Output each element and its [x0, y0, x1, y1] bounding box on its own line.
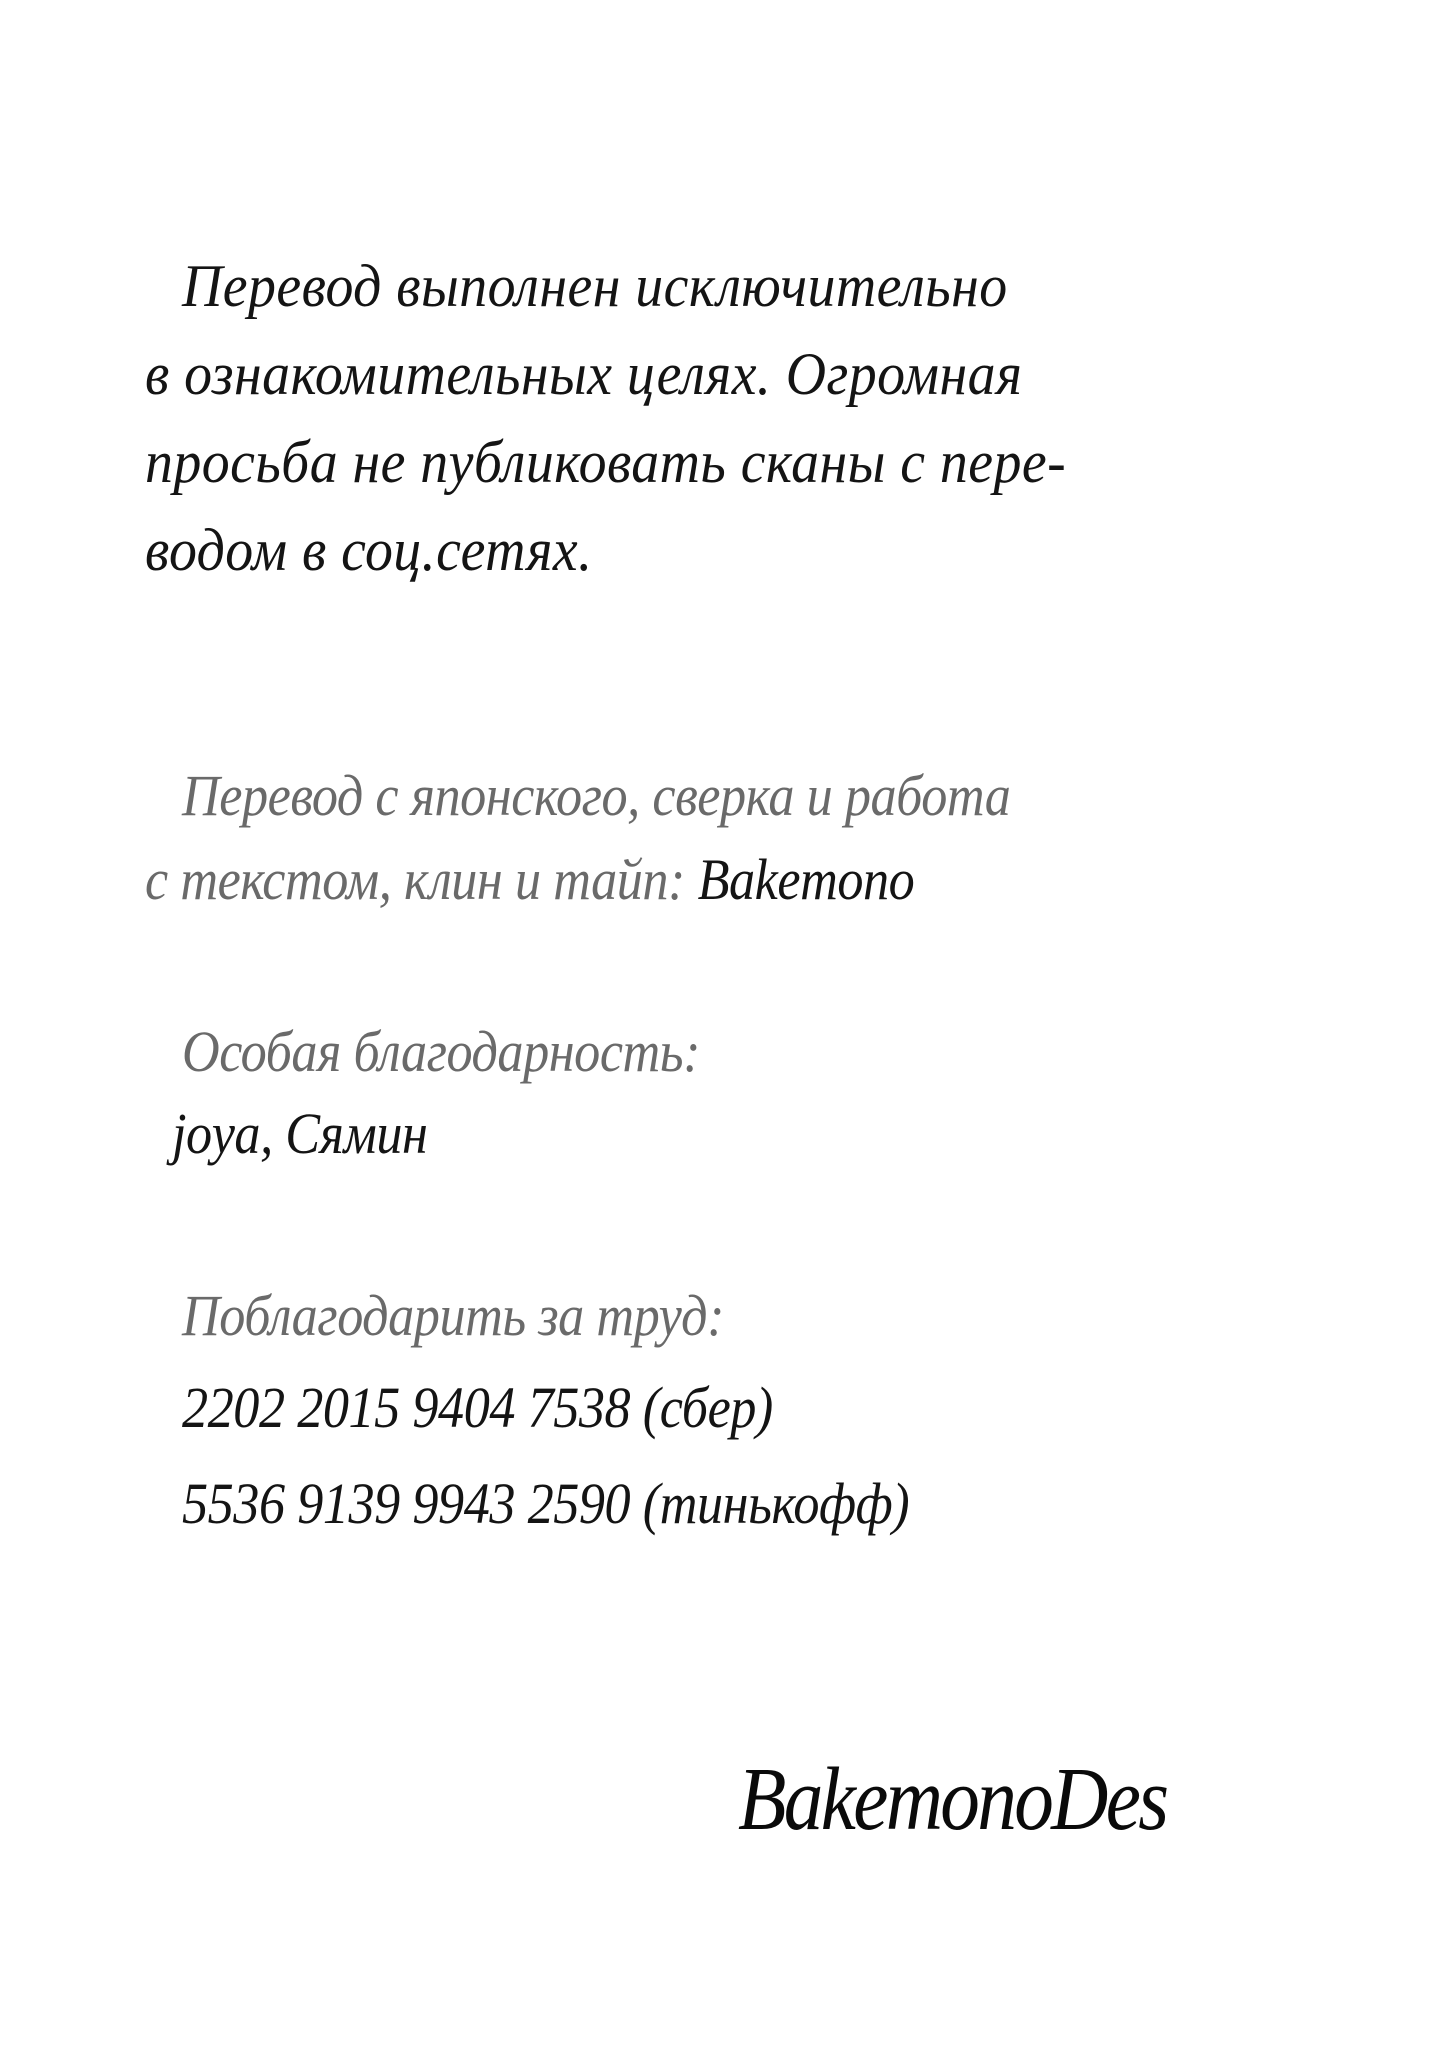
card-number-sber: 2202 2015 9404 7538 (сбер) [182, 1375, 773, 1440]
donate-label: Поблагодарить за труд: [182, 1283, 725, 1348]
disclaimer-line: просьба не публиковать сканы с пере- [145, 429, 1067, 495]
disclaimer-line: Перевод выполнен исключительно [182, 253, 1008, 319]
brand-signature: BakemonoDes [738, 1750, 1167, 1849]
disclaimer-line: водом в соц.сетях. [145, 517, 593, 583]
card-number-tinkoff: 5536 9139 9943 2590 (тинькофф) [182, 1471, 910, 1536]
translation-credit [145, 846, 914, 913]
translator-name: Bakemono [697, 847, 915, 912]
disclaimer-line: в ознакомительных целях. Огромная [145, 341, 1023, 407]
thanks-names: joya, Сямин [172, 1101, 428, 1166]
translation-label-cont: с текстом, клин и тайп: [145, 847, 698, 912]
translation-label: Перевод с японского, сверка и работа [182, 763, 1011, 828]
thanks-label: Особая благодарность: [182, 1019, 701, 1084]
